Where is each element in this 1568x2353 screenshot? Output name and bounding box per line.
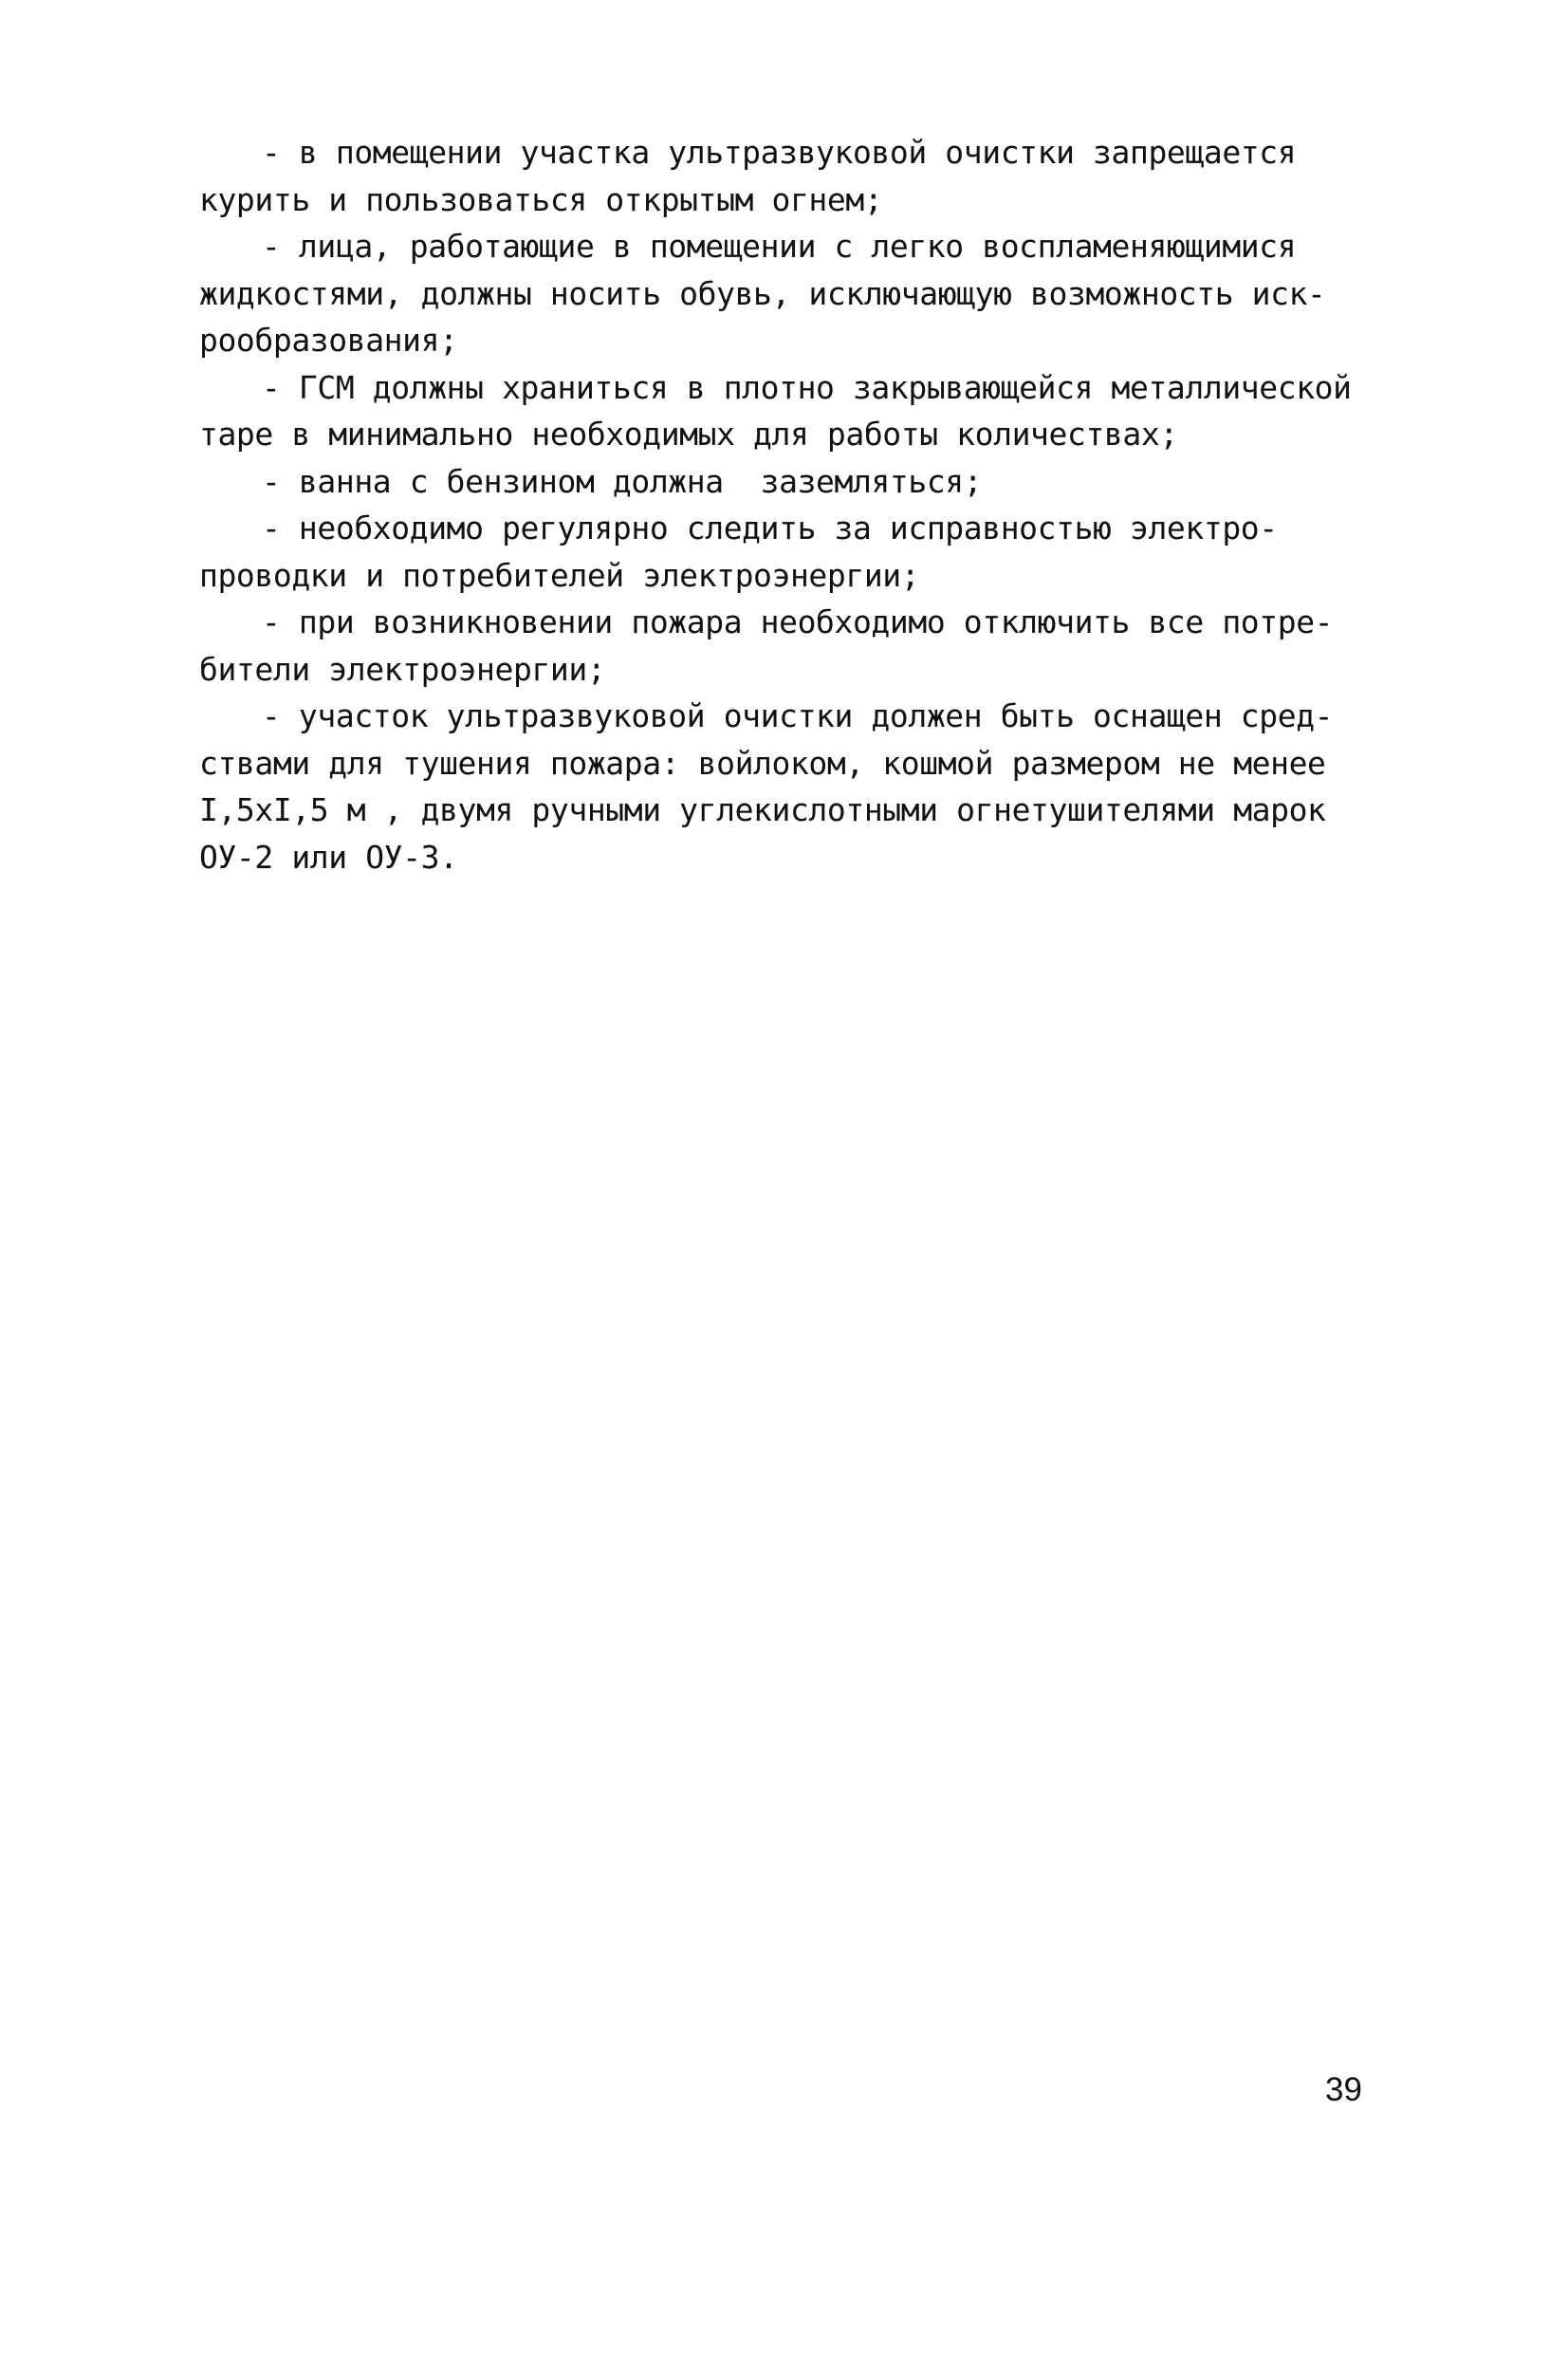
text-line: курить и пользоваться открытым огнем; bbox=[199, 180, 883, 218]
text-line: - участок ультразвуковой очистки должен быть оснащен сред- bbox=[262, 697, 1334, 734]
text-line: таре в минимально необходимых для работы количествах; bbox=[199, 416, 1178, 453]
text-line: - лица, работающие в помещении с легко воспламеняющимися bbox=[262, 228, 1297, 265]
text-line: бители электроэнергии; bbox=[199, 650, 606, 688]
text-line: ствами для тушения пожара: войлоком, кошмой размером не менее bbox=[199, 744, 1326, 782]
text-line: - ванна с бензином должна заземляться; bbox=[262, 462, 983, 500]
text-line: - ГСМ должны храниться в плотно закрывающейся металлической bbox=[262, 368, 1352, 406]
text-line: рообразования; bbox=[199, 322, 458, 359]
text-line: - необходимо регулярно следить за исправностью электро- bbox=[262, 510, 1278, 547]
text-line: - в помещении участка ультразвуковой очистки запрещается bbox=[262, 134, 1297, 171]
text-line: I,5хI,5 м , двумя ручными углекислотными огнетушителями марок bbox=[199, 791, 1326, 828]
text-line: проводки и потребителей электроэнергии; bbox=[199, 556, 920, 594]
body-text bbox=[199, 129, 1413, 880]
text-line: жидкостями, должны носить обувь, исключающую возможность иск- bbox=[199, 274, 1326, 312]
text-line: ОУ-2 или ОУ-3. bbox=[199, 838, 458, 876]
text-line: - при возникновении пожара необходимо отключить все потре- bbox=[262, 603, 1334, 640]
page-number: 39 bbox=[1325, 2071, 1362, 2108]
